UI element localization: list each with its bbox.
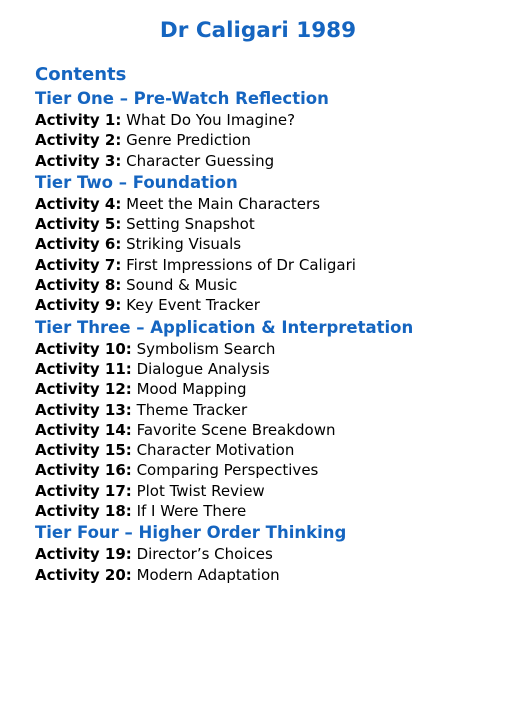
activity-item xyxy=(35,400,505,420)
activity-label: Activity 10: xyxy=(35,339,132,358)
activity-label: Activity 17: xyxy=(35,481,132,500)
activity-item xyxy=(35,110,505,130)
tier-heading: Tier Two – Foundation xyxy=(35,172,238,192)
activity-label: Activity 2: xyxy=(35,131,122,150)
activity-title: If I Were There xyxy=(136,502,247,521)
contents-heading: Contents xyxy=(35,64,127,85)
activity-item xyxy=(35,214,505,234)
table-of-contents xyxy=(35,62,505,585)
tier-section xyxy=(35,87,505,171)
activity-title: Theme Tracker xyxy=(136,400,248,419)
activity-title: Mood Mapping xyxy=(136,380,247,399)
activity-title: Dialogue Analysis xyxy=(136,359,270,378)
activity-item xyxy=(35,339,505,359)
activity-title: Setting Snapshot xyxy=(126,215,255,234)
tier-heading: Tier Four – Higher Order Thinking xyxy=(35,523,347,543)
activity-label: Activity 13: xyxy=(35,400,132,419)
activity-item xyxy=(35,255,505,275)
tier-heading: Tier Three – Application & Interpretation xyxy=(35,317,414,337)
activity-item xyxy=(35,501,505,521)
activity-label: Activity 7: xyxy=(35,255,122,274)
activity-label: Activity 1: xyxy=(35,111,122,129)
activity-label: Activity 12: xyxy=(35,380,132,399)
tier-heading: Tier One – Pre-Watch Reflection xyxy=(35,89,329,108)
activity-item xyxy=(35,440,505,460)
activity-label: Activity 8: xyxy=(35,276,122,295)
activity-label: Activity 14: xyxy=(35,420,132,439)
activity-item xyxy=(35,379,505,399)
activity-label: Activity 19: xyxy=(35,545,132,564)
activity-item xyxy=(35,481,505,501)
page-title: Dr Caligari 1989 xyxy=(159,18,357,43)
activity-item xyxy=(35,151,505,171)
activity-item xyxy=(35,295,505,315)
activity-label: Activity 3: xyxy=(35,151,122,170)
activity-label: Activity 9: xyxy=(35,296,122,315)
activity-label: Activity 4: xyxy=(35,194,122,213)
activity-label: Activity 20: xyxy=(35,565,132,584)
activity-item xyxy=(35,544,505,564)
activity-item xyxy=(35,194,505,214)
activity-title: Character Motivation xyxy=(136,441,295,460)
activity-label: Activity 5: xyxy=(35,215,122,234)
activity-item xyxy=(35,565,505,585)
activity-item xyxy=(35,359,505,379)
activity-title: Favorite Scene Breakdown xyxy=(136,420,336,439)
activity-title: Sound & Music xyxy=(126,276,238,295)
tier-section xyxy=(35,316,505,522)
tier-section xyxy=(35,171,505,316)
activity-title: Director’s Choices xyxy=(136,545,273,564)
activity-title: Genre Prediction xyxy=(126,131,251,150)
activity-title: Symbolism Search xyxy=(136,339,276,358)
activity-title: What Do You Imagine? xyxy=(126,111,296,129)
activity-item xyxy=(35,130,505,150)
activity-title: Modern Adaptation xyxy=(136,565,280,584)
activity-label: Activity 6: xyxy=(35,235,122,254)
activity-item xyxy=(35,420,505,440)
activity-title: Key Event Tracker xyxy=(126,296,260,315)
activity-title: Character Guessing xyxy=(126,151,275,170)
activity-label: Activity 15: xyxy=(35,441,132,460)
activity-item xyxy=(35,460,505,480)
activity-item xyxy=(35,275,505,295)
activity-title: Comparing Perspectives xyxy=(136,461,319,480)
tier-section xyxy=(35,521,505,585)
activity-title: Striking Visuals xyxy=(126,235,242,254)
activity-title: Plot Twist Review xyxy=(136,481,265,500)
activity-title: First Impressions of Dr Caligari xyxy=(126,255,356,274)
activity-item xyxy=(35,234,505,254)
activity-label: Activity 16: xyxy=(35,461,132,480)
activity-label: Activity 11: xyxy=(35,359,132,378)
activity-title: Meet the Main Characters xyxy=(126,194,321,213)
activity-label: Activity 18: xyxy=(35,502,132,521)
